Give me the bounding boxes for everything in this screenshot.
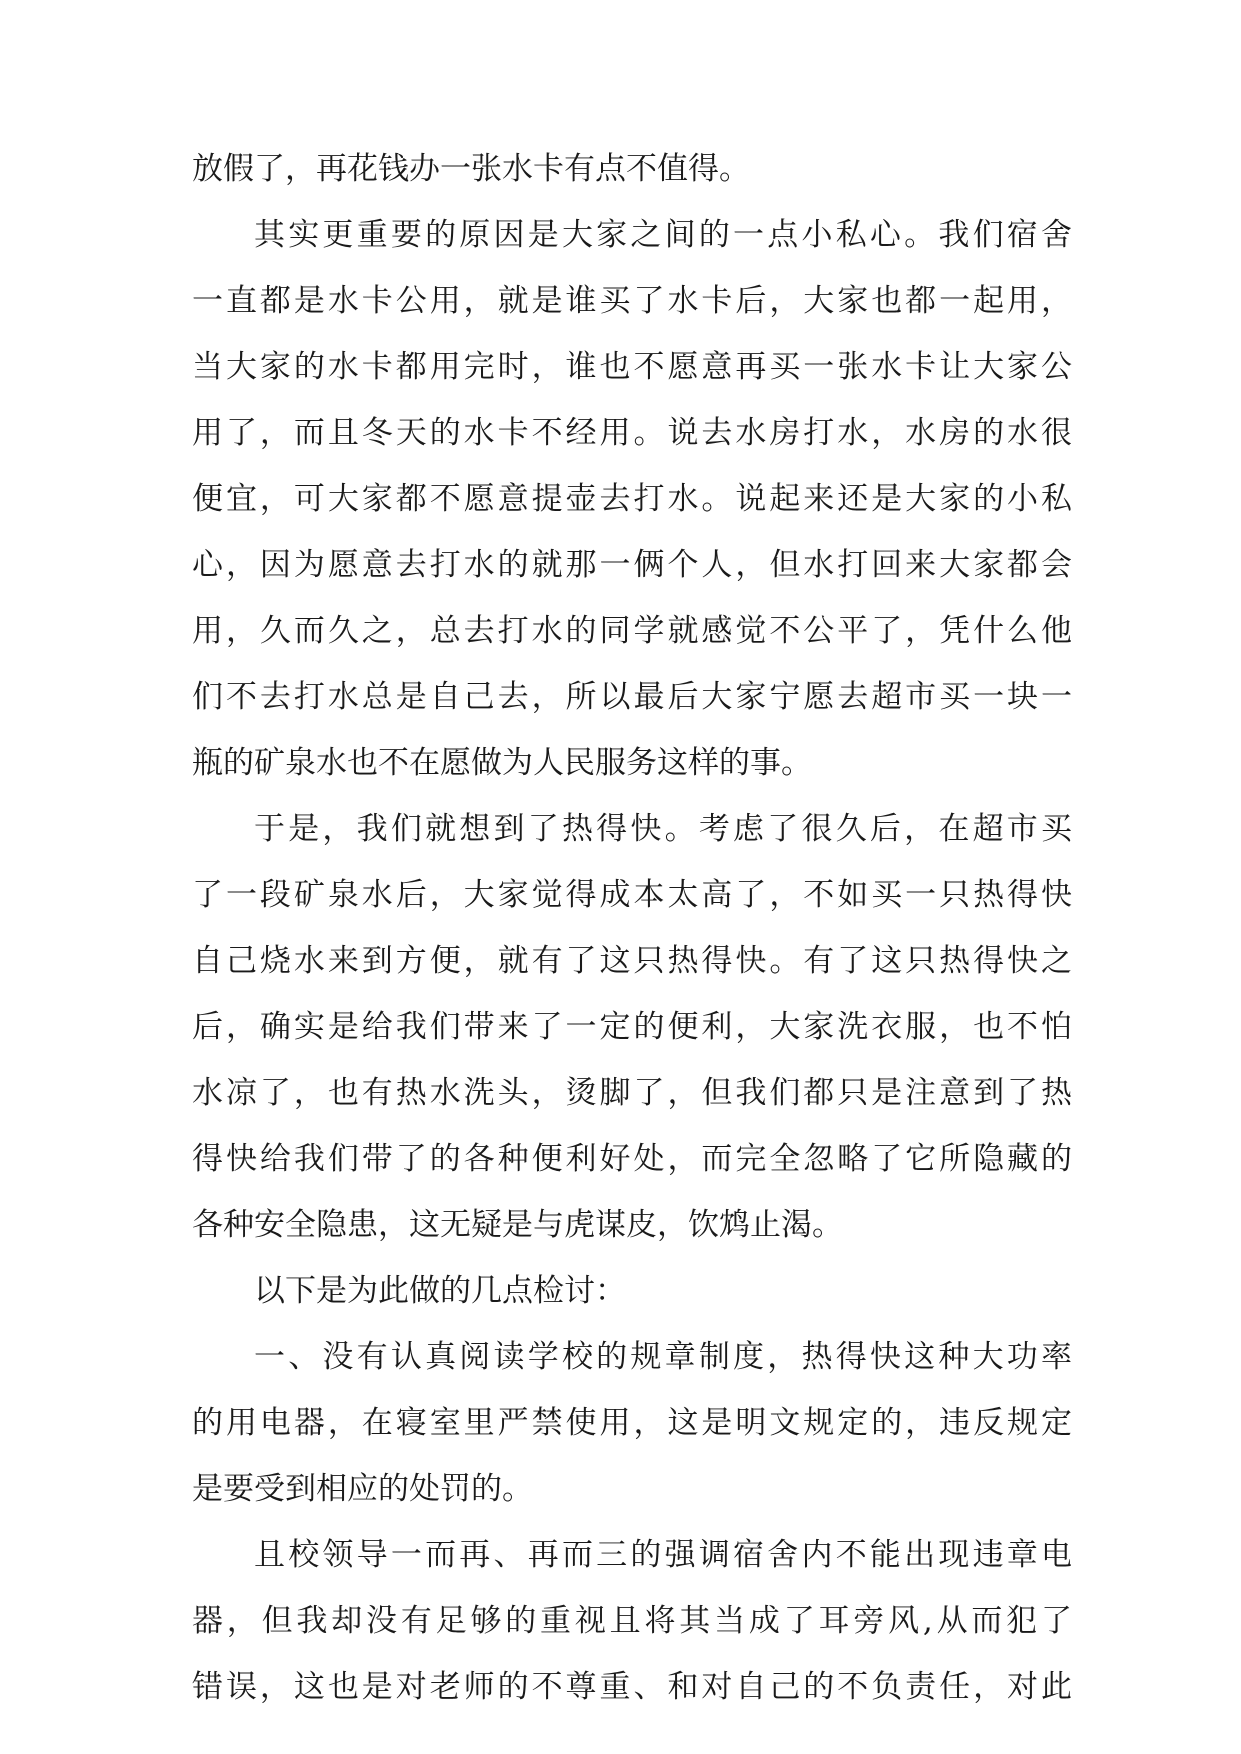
text-line: 器，但我却没有足够的重视且将其当成了耳旁风,从而犯了 xyxy=(192,1603,1072,1639)
text-line: 其实更重要的原因是大家之间的一点小私心。我们宿舍 xyxy=(254,217,1072,253)
text-line: 一、没有认真阅读学校的规章制度，热得快这种大功率 xyxy=(254,1339,1072,1375)
text-line: 们不去打水总是自己去，所以最后大家宁愿去超市买一块一 xyxy=(192,679,1072,715)
text-line: 以下是为此做的几点检讨： xyxy=(254,1273,626,1309)
text-line: 了一段矿泉水后，大家觉得成本太高了，不如买一只热得快 xyxy=(192,877,1072,913)
text-line: 心，因为愿意去打水的就那一俩个人，但水打回来大家都会 xyxy=(192,547,1072,583)
text-line: 用，久而久之，总去打水的同学就感觉不公平了，凭什么他 xyxy=(192,613,1072,649)
text-line: 后，确实是给我们带来了一定的便利，大家洗衣服，也不怕 xyxy=(192,1009,1072,1045)
text-line: 瓶的矿泉水也不在愿做为人民服务这样的事。 xyxy=(192,745,812,781)
text-line: 是要受到相应的处罚的。 xyxy=(192,1471,533,1507)
text-line: 且校领导一而再、再而三的强调宿舍内不能出现违章电 xyxy=(254,1537,1072,1573)
text-line: 错误，这也是对老师的不尊重、和对自己的不负责任，对此 xyxy=(192,1669,1072,1705)
text-line: 放假了，再花钱办一张水卡有点不值得。 xyxy=(192,151,750,187)
text-line: 各种安全隐患，这无疑是与虎谋皮，饮鸩止渴。 xyxy=(192,1207,843,1243)
text-line: 自己烧水来到方便，就有了这只热得快。有了这只热得快之 xyxy=(192,943,1072,979)
text-line: 得快给我们带了的各种便利好处，而完全忽略了它所隐藏的 xyxy=(192,1141,1072,1177)
text-line: 的用电器，在寝室里严禁使用，这是明文规定的，违反规定 xyxy=(192,1405,1072,1441)
text-line: 便宜，可大家都不愿意提壶去打水。说起来还是大家的小私 xyxy=(192,481,1072,517)
text-line: 一直都是水卡公用，就是谁买了水卡后，大家也都一起用， xyxy=(192,283,1072,319)
text-line: 水凉了，也有热水洗头，烫脚了，但我们都只是注意到了热 xyxy=(192,1075,1072,1111)
text-line: 当大家的水卡都用完时，谁也不愿意再买一张水卡让大家公 xyxy=(192,349,1072,385)
text-line: 于是，我们就想到了热得快。考虑了很久后，在超市买 xyxy=(254,811,1072,847)
text-line: 用了，而且冬天的水卡不经用。说去水房打水，水房的水很 xyxy=(192,415,1072,451)
